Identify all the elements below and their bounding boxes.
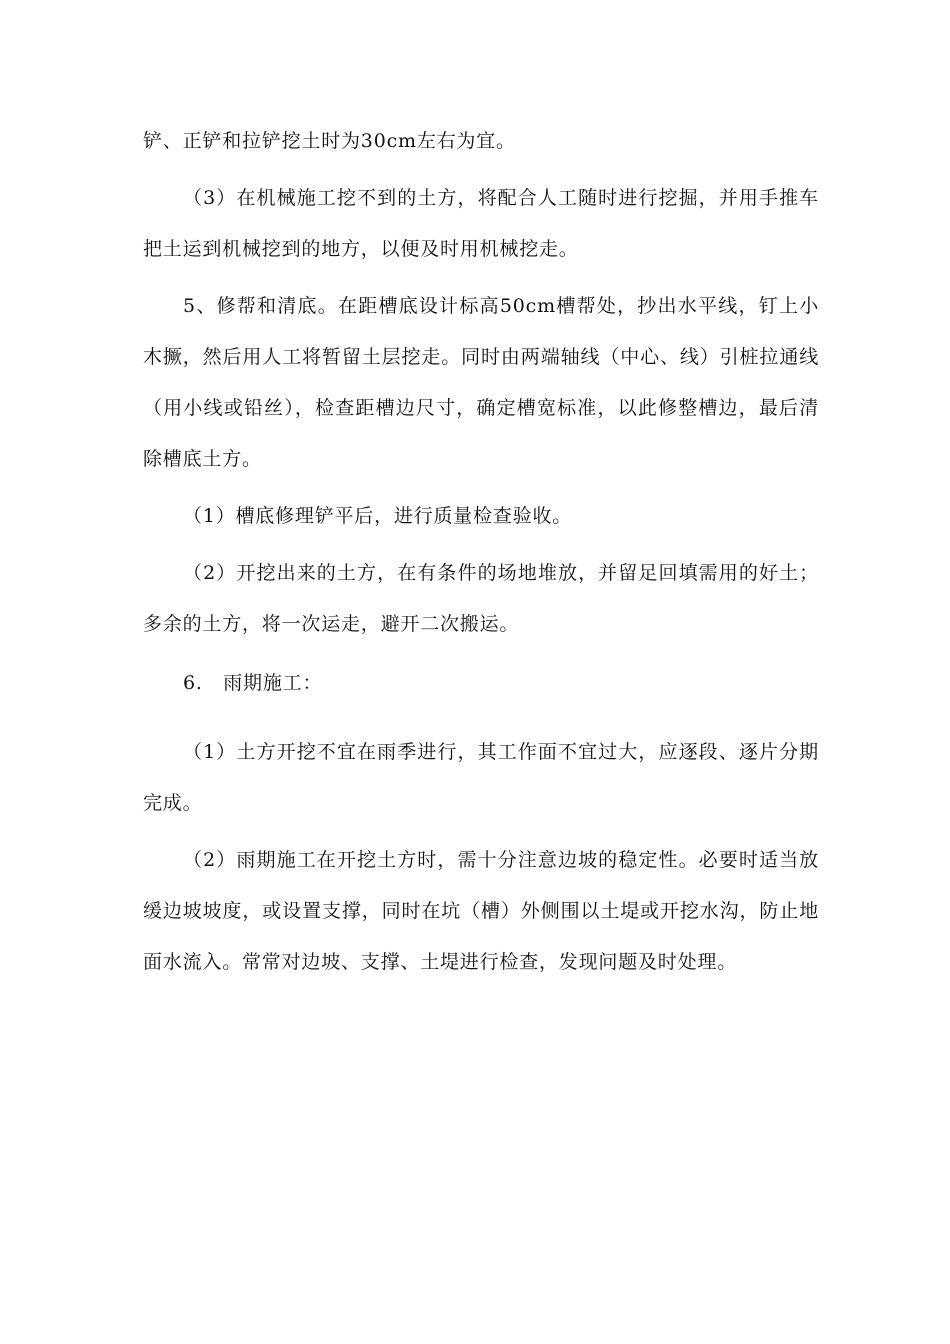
paragraph-excavation-depth: 铲、正铲和拉铲挖土时为30cm左右为宜。: [143, 130, 516, 152]
paragraph-section-5-trimming: 5、修帮和清底。在距槽底设计标高50cm槽帮处，抄出水平线，钉上小木撅，然后用人工将暂留土层挖走。同时由两端轴线（中心、线）引桩拉通线（用小线或铅丝），检查距槽边尺寸，确定槽宽标准，以此修整槽边，最后清除槽底土方。: [143, 295, 819, 470]
section-heading-6-rainy-season: 6. 雨期施工：: [183, 672, 323, 694]
paragraph-rainy-item-1: （1）土方开挖不宜在雨季进行，其工作面不宜过大，应逐段、逐片分期完成。: [143, 741, 819, 814]
paragraph-item-1-inspection: （1）槽底修理铲平后，进行质量检查验收。: [183, 505, 573, 527]
document-body: [143, 116, 819, 994]
paragraph-rainy-item-2: （2）雨期施工在开挖土方时，需十分注意边坡的稳定性。必要时适当放缓边坡坡度，或设置支撑，同时在坑（槽）外侧围以土堤或开挖水沟，防止地面水流入。常常对边坡、支撑、土堤进行检查，发现问题及时处理。: [143, 849, 819, 973]
paragraph-item-2-soil-storage: （2）开挖出来的土方，在有条件的场地堆放，并留足回填需用的好土；多余的土方，将一次运走，避开二次搬运。: [143, 562, 819, 635]
paragraph-item-3-manual-digging: （3）在机械施工挖不到的土方，将配合人工随时进行挖掘，并用手推车把土运到机械挖到的地方，以便及时用机械挖走。: [143, 187, 819, 260]
